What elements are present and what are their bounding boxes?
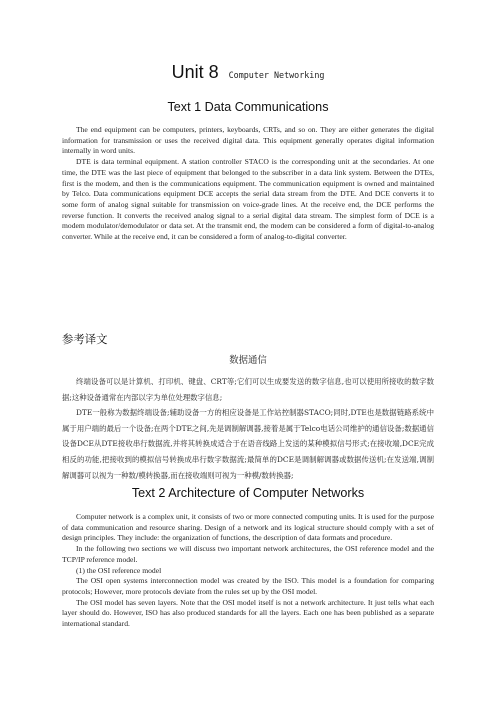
translation-paragraph: DTE一般称为数据终端设备;辅助设备一方的相应设备是工作站控制器STACO;同时,DTE也是数据链路系统中属于用户端的最后一个设备;在两个DTE之间,先是调制解调器,接着是属于Telco电话公司维护的通信设备;数据通信设备DCE从DTE接收串行数据流,并将其转换成适合于在语音线路上发送的某种模拟信号形式;在接收端,DCE完成相反的功能,把接收到的模拟信号转换成串行数字数据流;最简单的DCE是调制解调器或数据传送机;在发送端,调制解调器可以视为一种数/模转换器,而在接收端则可视为一种模/数转换器; bbox=[62, 408, 434, 480]
text2-paragraph: In the following two sections we will discuss two important network architectures, the OSI reference model and the TCP/IP reference model. bbox=[62, 544, 434, 564]
translation-paragraph: 终端设备可以是计算机、打印机、键盘、CRT等;它们可以生成要发送的数字信息,也可以使用所接收的数字数据;这种设备通常在内部以字为单位处理数字信息; bbox=[62, 377, 434, 402]
text1-heading: Text 1 Data Communications bbox=[167, 100, 329, 114]
text2-paragraph: The OSI open systems interconnection model was created by the ISO. This model is a foundation for comparing protocols; However, more protocols deviate from the rules set up by the OSI model. bbox=[62, 576, 434, 596]
translation-body bbox=[62, 374, 434, 483]
text1-paragraph: The end equipment can be computers, printers, keyboards, CRTs, and so on. They are either generates the digital information for transmission or uses the received digital data. This equipment generally operates digital information internally in word units. bbox=[62, 125, 434, 156]
unit-title-main: Unit 8 bbox=[171, 62, 219, 82]
text1-paragraph: DTE is data terminal equipment. A station controller STACO is the corresponding unit at the secondaries. At one time, the DTE was the last piece of equipment that belonged to the subscriber in a data link system. Between the DTEs, first is the modem, and then is the communications equipment. The communication equipment is owned and maintained by Telco. Data communications equipment DCE accepts the serial data stream from the DTE. And DCE converts it to some form of analog signal suitable for transmission on voice-grade lines. At the receive end, the DCE performs the reverse function. It converts the received analog signal to a serial digital data stream. The simplest form of DCE is a modem modulator/demodulator or data set. At the transmit end, the modem can be considered a form of digital-to-analog converter. While at the receive end, it can be considered a form of analog-to-digital converter. bbox=[62, 157, 434, 242]
translation-label: 参考译文 bbox=[62, 332, 108, 346]
text2-paragraph: The OSI model has seven layers. Note that the OSI model itself is not a network architecture. It just tells what each layer should do. However, ISO has also produced standards for all the layers. Each one has been published as a separate international standard. bbox=[62, 597, 434, 629]
text1-body bbox=[62, 125, 434, 243]
unit-title bbox=[0, 62, 496, 83]
text2-heading: Text 2 Architecture of Computer Networks bbox=[131, 486, 365, 500]
text2-paragraph: Computer network is a complex unit, it consists of two or more connected computing units. It is used for the purpose of data communication and resource sharing. Design of a network and its logical structure should comply with a set of design principles. They include: the organization of functions, the description of data formats and procedure. bbox=[62, 512, 434, 543]
translation-title: 数据通信 bbox=[229, 355, 267, 366]
text2-subsection-label: (1) the OSI reference model bbox=[76, 565, 162, 575]
unit-title-subtitle: Computer Networking bbox=[228, 70, 325, 80]
text2-body bbox=[62, 512, 434, 630]
